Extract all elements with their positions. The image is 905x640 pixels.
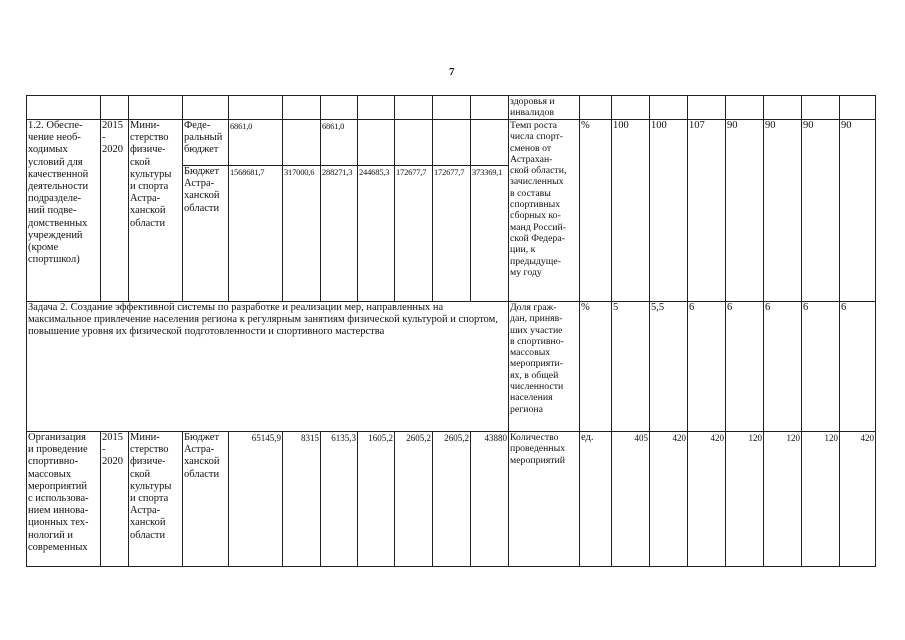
years-cell: 2015 - 2020 xyxy=(101,120,129,302)
table-row-task-2 xyxy=(27,302,876,432)
target-value: 107 xyxy=(688,120,726,302)
table-row-measure-1-2 xyxy=(27,120,876,166)
indicator-cell: Темп роста числа спорт- сменов от Астрахан- ской области, зачисленных в составы спортивных сборных ко- манд Россий- ской Федера- ции, к предыдуще- му году xyxy=(509,120,580,302)
target-value: 6 xyxy=(688,302,726,432)
program-table xyxy=(26,95,876,567)
funding-value: 1605,2 xyxy=(358,432,395,567)
target-value: 405 xyxy=(612,432,650,567)
executor-cell: Мини- стерство физиче- ской культуры и спорта Астра- ханской области xyxy=(129,120,183,302)
funding-source-regional: Бюджет Астра- ханской области xyxy=(183,432,229,567)
task-2-heading: Задача 2. Создание эффективной системы по разработке и реализации мер, направленных на максимальное привлечение населения региона к регулярным занятиям физической культурой и спортом, повышение уровня их физической подготовленности и спортивного мастерства xyxy=(27,302,509,432)
funding-value: 6861,0 xyxy=(321,120,358,166)
funding-value: 288271,3 xyxy=(321,166,358,302)
unit-cell: ед. xyxy=(580,432,612,567)
indicator-cell: здоровья и инвалидов xyxy=(509,96,580,120)
target-value: 100 xyxy=(612,120,650,302)
funding-value: 6861,0 xyxy=(229,120,283,166)
funding-value: 317000,6 xyxy=(283,166,321,302)
target-value: 420 xyxy=(688,432,726,567)
unit-cell: % xyxy=(580,120,612,302)
target-value: 5 xyxy=(612,302,650,432)
funding-value: 2605,2 xyxy=(433,432,471,567)
page-number: 7 xyxy=(449,66,455,78)
funding-value xyxy=(395,120,433,166)
funding-value: 6135,3 xyxy=(321,432,358,567)
target-value: 5,5 xyxy=(650,302,688,432)
funding-source-regional: Бюджет Астра- ханской области xyxy=(183,166,229,302)
funding-value xyxy=(358,120,395,166)
target-value: 6 xyxy=(764,302,802,432)
target-value: 120 xyxy=(764,432,802,567)
funding-value: 1568681,7 xyxy=(229,166,283,302)
unit-cell: % xyxy=(580,302,612,432)
funding-value: 43880 xyxy=(471,432,509,567)
target-value: 90 xyxy=(726,120,764,302)
years-cell: 2015 - 2020 xyxy=(101,432,129,567)
target-value: 6 xyxy=(802,302,840,432)
program-table-wrapper xyxy=(26,95,876,567)
indicator-cell: Количество проведенных мероприятий xyxy=(509,432,580,567)
table-row-continuation xyxy=(27,96,876,120)
target-value: 90 xyxy=(840,120,876,302)
target-value: 420 xyxy=(650,432,688,567)
table-row-organization xyxy=(27,432,876,567)
target-value: 120 xyxy=(802,432,840,567)
funding-value: 65145,9 xyxy=(229,432,283,567)
funding-value: 373369,1 xyxy=(471,166,509,302)
funding-value: 172677,7 xyxy=(395,166,433,302)
measure-name-cell: Организация и проведение спортивно- массовых мероприятий с использова- нием иннова- ционных тех- нологий и современных xyxy=(27,432,101,567)
funding-value xyxy=(283,120,321,166)
target-value: 6 xyxy=(726,302,764,432)
funding-value xyxy=(433,120,471,166)
target-value: 420 xyxy=(840,432,876,567)
target-value: 100 xyxy=(650,120,688,302)
funding-source-federal: Феде- ральный бюджет xyxy=(183,120,229,166)
target-value: 120 xyxy=(726,432,764,567)
funding-value: 8315 xyxy=(283,432,321,567)
indicator-cell: Доля граж- дан, приняв- ших участие в спортивно- массовых мероприяти- ях, в общей численности населения региона xyxy=(509,302,580,432)
funding-value: 2605,2 xyxy=(395,432,433,567)
funding-value xyxy=(471,120,509,166)
target-value: 90 xyxy=(802,120,840,302)
funding-value: 172677,7 xyxy=(433,166,471,302)
target-value: 6 xyxy=(840,302,876,432)
target-value: 90 xyxy=(764,120,802,302)
executor-cell: Мини- стерство физиче- ской культуры и спорта Астра- ханской области xyxy=(129,432,183,567)
funding-value: 244685,3 xyxy=(358,166,395,302)
measure-name-cell: 1.2. Обеспе- чение необ- ходимых условий для качественной деятельности подразделе- ний подве- домственных учреждений (кроме спортшкол) xyxy=(27,120,101,302)
